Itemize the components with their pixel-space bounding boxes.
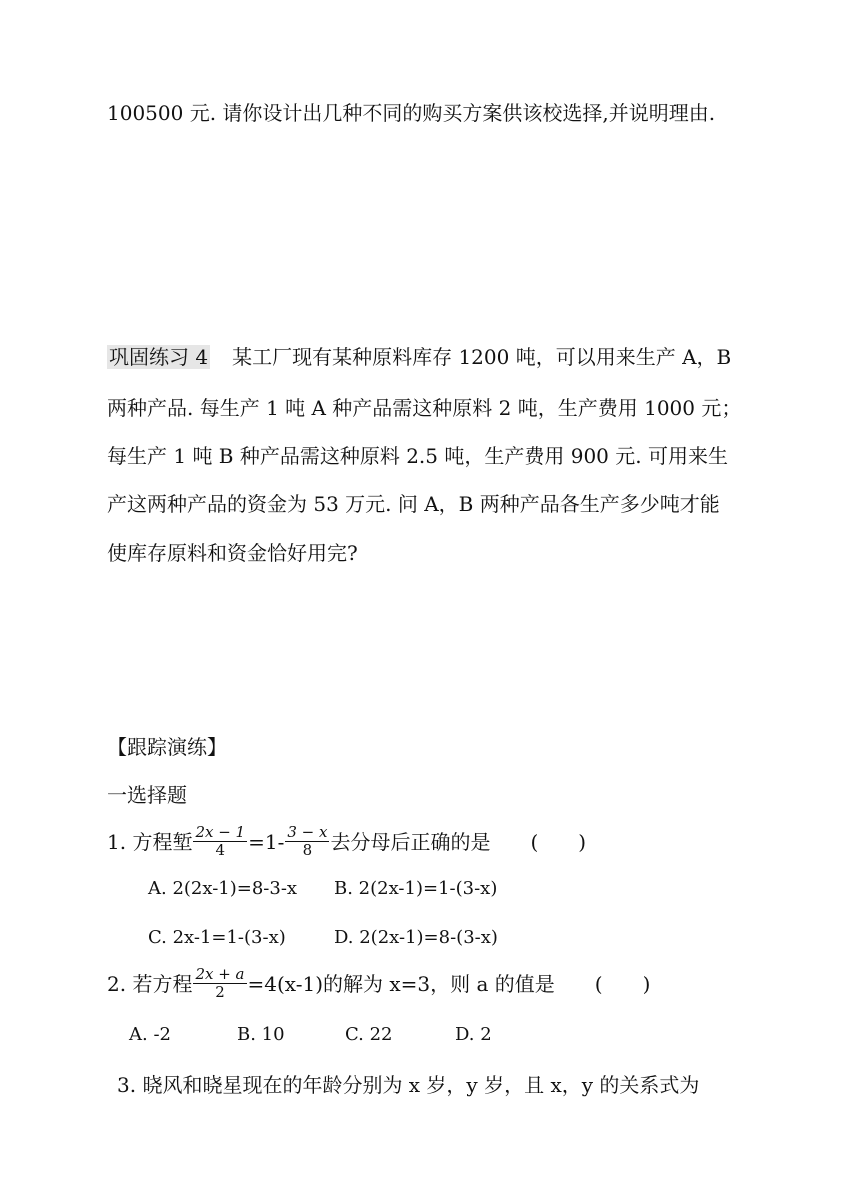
q2-prefix: 2. 若方程: [107, 972, 193, 996]
q1-fraction-2: [285, 824, 329, 859]
exercise4-line-2: [107, 395, 741, 421]
q1-option-a: A. 2(2x-1)=8-3-x: [148, 878, 298, 899]
exercise4-line-5: [107, 540, 358, 566]
q2-answer-blank: ( ): [594, 972, 651, 996]
q2-option-b: B. 10: [237, 1024, 285, 1045]
q1-option-c: C. 2x-1=1-(3-x): [148, 927, 286, 948]
exercise4-text-3: 每生产 1 吨 B 种产品需这种原料 2.5 吨，生产费用 900 元. 可用来生: [107, 444, 728, 468]
q1-frac2-denominator: 8: [302, 841, 313, 859]
q2-option-a: A. -2: [129, 1024, 171, 1045]
practice-heading: [107, 734, 227, 760]
section-title: [107, 782, 187, 808]
previous-problem-tail: [107, 100, 715, 126]
q2-option-d: D. 2: [455, 1024, 492, 1045]
section-title-text: 一选择题: [107, 783, 187, 807]
exercise4-text-1: 某工厂现有某种原料库存 1200 吨，可以用来生产 A，B: [232, 345, 732, 369]
q1-suffix: 去分母后正确的是: [330, 830, 491, 854]
question-1: [107, 823, 587, 861]
q1-options-row-2: [148, 925, 498, 951]
q1-frac1-numerator: 2x − 1: [195, 823, 246, 841]
q2-suffix: =4(x-1)的解为 x=3，则 a 的值是: [247, 972, 555, 996]
exercise4-label: 巩固练习 4: [109, 345, 209, 369]
q1-option-b: B. 2(2x-1)=1-(3-x): [334, 878, 498, 899]
q1-fraction-1: [193, 824, 247, 859]
q1-options-row-1: [148, 876, 497, 902]
q2-frac-denominator: 2: [215, 983, 225, 1001]
exercise4-line-1: [107, 344, 731, 370]
exercise4-text-2: 两种产品. 每生产 1 吨 A 种产品需这种原料 2 吨，生产费用 1000 元；: [107, 396, 742, 420]
practice-heading-text: 【跟踪演练】: [107, 735, 227, 759]
q1-prefix: 1. 方程堑: [107, 830, 193, 854]
exercise4-text-4: 产这两种产品的资金为 53 万元. 问 A，B 两种产品各生产多少吨才能: [107, 492, 720, 516]
q1-mid: =1-: [248, 830, 285, 854]
previous-problem-text: 100500 元. 请你设计出几种不同的购买方案供该校选择,并说明理由.: [107, 101, 716, 125]
exercise4-line-4: [107, 491, 720, 517]
question-3: [117, 1072, 699, 1098]
q2-fraction: [193, 966, 246, 1001]
q1-frac1-denominator: 4: [215, 841, 226, 859]
exercise4-text-5: 使库存原料和资金恰好用完?: [107, 541, 358, 565]
q3-text: 3. 晓风和晓星现在的年龄分别为 x 岁，y 岁，且 x，y 的关系式为: [117, 1073, 700, 1097]
q1-answer-blank: ( ): [530, 830, 587, 854]
q1-frac2-numerator: 3 − x: [287, 823, 328, 841]
q2-frac-numerator: 2x + a: [195, 965, 245, 983]
exercise4-line-3: [107, 443, 728, 469]
q1-option-d: D. 2(2x-1)=8-(3-x): [334, 927, 498, 948]
q2-options-row: [129, 1022, 492, 1048]
question-2: [107, 965, 651, 1003]
q2-option-c: C. 22: [345, 1024, 393, 1045]
